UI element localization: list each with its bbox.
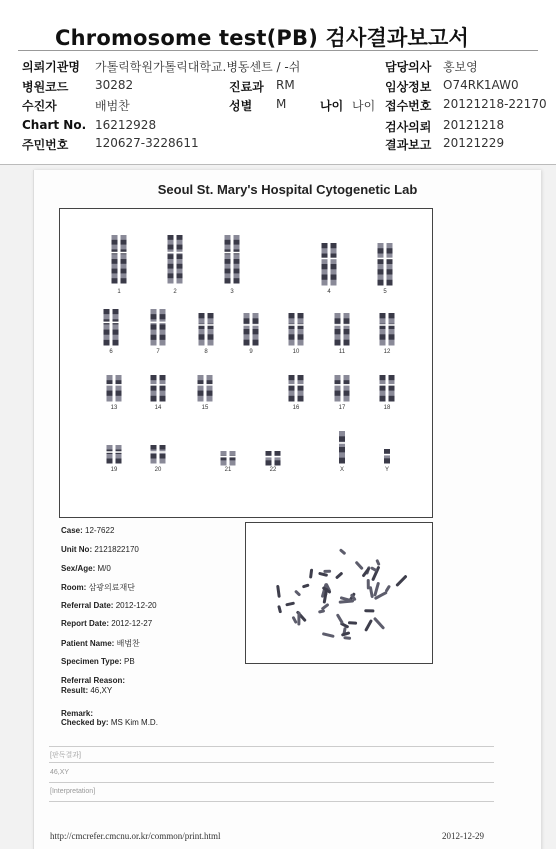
chromosome-number-label: 10	[292, 349, 300, 355]
referral-date-value: 2012-12-20	[115, 601, 157, 610]
resident-no-value: 120627-3228611	[95, 136, 199, 150]
department-label: 진료과	[229, 80, 264, 94]
metaphase-chromosome	[323, 570, 331, 573]
attending-value: 홍보영	[443, 60, 478, 74]
chromosome-pair	[384, 449, 391, 464]
chromosome-pair	[339, 431, 346, 464]
karyotype-panel	[59, 208, 433, 518]
referral-date-line: Referral Date: 2012-12-20	[61, 601, 157, 610]
metaphase-chromosome	[339, 548, 347, 555]
patient-value: 배범찬	[95, 99, 130, 113]
chromosome-number-label: 19	[110, 467, 118, 473]
chromosome-number-label: X	[339, 467, 344, 473]
hospital-code-label: 병원코드	[22, 80, 69, 94]
resident-no-label: 주민번호	[22, 138, 69, 152]
remark-line: Remark:	[61, 709, 94, 718]
chromosome-pair	[167, 235, 183, 284]
metaphase-chromosome	[276, 585, 281, 598]
metaphase-chromosome	[370, 566, 377, 572]
chromosome-number-label: 5	[383, 289, 387, 295]
result-section-value: 46,XY	[50, 769, 70, 776]
chromosome-number-label: 9	[249, 349, 253, 355]
result-report-label: 결과보고	[385, 138, 432, 152]
chromosome-pair	[111, 235, 127, 284]
chromosome-number-label: 13	[110, 405, 118, 411]
metaphase-chromosome	[285, 602, 295, 607]
chromosome-number-label: 1	[117, 289, 121, 295]
chromosome-pair	[106, 445, 122, 464]
chromosome-pair	[243, 313, 259, 346]
metaphase-panel	[245, 522, 433, 664]
footer-url: http://cmcrefer.cmcnu.or.kr/common/print.html	[50, 831, 221, 841]
sexage-line: Sex/Age: M/0	[61, 564, 111, 573]
chart-no-value: 16212928	[95, 118, 157, 132]
metaphase-chromosome	[369, 586, 374, 598]
checked-by-line: Checked by: MS Kim M.D.	[61, 718, 158, 727]
patient-name-value: 배범찬	[116, 639, 140, 648]
metaphase-chromosome	[294, 590, 301, 597]
chromosome-number-label: 17	[338, 405, 346, 411]
chromosome-pair	[379, 375, 395, 402]
result-section-label: [판독결과]	[50, 752, 81, 759]
page-title: Chromosome test(PB) 검사결과보고서	[55, 26, 469, 50]
section-divider	[49, 762, 494, 763]
chromosome-number-label: Y	[384, 467, 389, 473]
interpretation-section-label: [Interpretation]	[50, 788, 96, 795]
metaphase-chromosome	[364, 609, 374, 612]
chromosome-pair	[288, 375, 304, 402]
title-divider	[18, 50, 538, 51]
info-row-5	[0, 136, 556, 154]
metaphase-chromosome	[336, 613, 344, 624]
clinical-info-value: O74RK1AW0	[443, 78, 519, 92]
unit-value: 2121822170	[94, 545, 139, 554]
metaphase-chromosome	[302, 583, 310, 588]
metaphase-chromosome	[348, 621, 357, 625]
case-line: Case: 12-7622	[61, 526, 115, 535]
info-row-4	[0, 118, 556, 136]
chromosome-pair	[106, 375, 122, 402]
section-divider	[49, 782, 494, 783]
chromosome-pair	[224, 235, 240, 284]
chart-no-label: Chart No.	[22, 118, 87, 132]
result-report-value: 20121229	[443, 136, 505, 150]
metaphase-chromosome	[309, 569, 313, 579]
department-value: RM	[276, 78, 295, 92]
referral-reason-line: Referral Reason:	[61, 676, 126, 685]
receipt-no-value: 20121218-22170	[443, 97, 547, 111]
specimen-value: PB	[124, 657, 135, 666]
metaphase-chromosome	[297, 612, 300, 626]
scanned-report-area	[0, 165, 556, 849]
chromosome-number-label: 18	[383, 405, 391, 411]
sexage-value: M/0	[97, 564, 111, 573]
metaphase-chromosome	[321, 603, 330, 611]
test-request-value: 20121218	[443, 118, 505, 132]
room-line: Room: 삼광의료재단	[61, 583, 135, 592]
chromosome-number-label: 20	[154, 467, 162, 473]
age-value: 나이	[352, 99, 376, 113]
chromosome-number-label: 14	[154, 405, 162, 411]
chromosome-number-label: 11	[338, 349, 346, 355]
receipt-no-label: 접수번호	[385, 99, 432, 113]
report-header	[0, 0, 556, 165]
patient-label: 수진자	[22, 99, 57, 113]
section-divider	[49, 801, 494, 802]
report-date-value: 2012-12-27	[111, 619, 153, 628]
metaphase-chromosome	[395, 575, 407, 588]
unit-line: Unit No: 2121822170	[61, 545, 139, 554]
chromosome-pair	[198, 313, 214, 346]
case-value: 12-7622	[85, 526, 115, 535]
metaphase-chromosome	[296, 610, 307, 622]
chromosome-pair	[103, 309, 119, 346]
attending-label: 담당의사	[385, 60, 432, 74]
chromosome-number-label: 12	[383, 349, 391, 355]
result-value: 46,XY	[90, 686, 113, 695]
chromosome-number-label: 4	[327, 289, 331, 295]
room-value: 삼광의료재단	[88, 583, 135, 592]
test-request-label: 검사의뢰	[385, 120, 432, 134]
metaphase-chromosome	[364, 619, 373, 632]
chromosome-pair	[334, 313, 350, 346]
chromosome-pair	[288, 313, 304, 346]
chromosome-pair	[150, 445, 166, 464]
specimen-line: Specimen Type: PB	[61, 657, 135, 666]
metaphase-chromosome	[318, 609, 325, 613]
requesting-org-value: 가톨릭학원가톨릭대학교.병동센트 / -쉬	[95, 60, 301, 74]
chromosome-pair	[377, 243, 393, 286]
metaphase-chromosome	[375, 559, 380, 566]
clinical-info-label: 임상정보	[385, 80, 432, 94]
chromosome-pair	[379, 313, 395, 346]
chromosome-number-label: 21	[224, 467, 232, 473]
patient-name-line: Patient Name: 배범찬	[61, 639, 140, 648]
metaphase-chromosome	[373, 582, 380, 597]
chromosome-number-label: 6	[109, 349, 113, 355]
chromosome-pair	[220, 451, 236, 466]
chromosome-number-label: 3	[230, 289, 234, 295]
metaphase-chromosome	[385, 585, 392, 593]
info-row-3	[0, 97, 556, 115]
chromosome-number-label: 15	[201, 405, 209, 411]
chromosome-pair	[334, 375, 350, 402]
chromosome-number-label: 22	[269, 467, 277, 473]
metaphase-chromosome	[322, 632, 335, 638]
metaphase-chromosome	[335, 571, 343, 579]
metaphase-chromosome	[373, 617, 385, 630]
footer-date: 2012-12-29	[442, 831, 484, 841]
metaphase-chromosome	[291, 616, 297, 624]
hospital-code-value: 30282	[95, 78, 134, 92]
lab-title: Seoul St. Mary's Hospital Cytogenetic Lab	[157, 182, 418, 197]
chromosome-pair	[150, 375, 166, 402]
chromosome-number-label: 7	[156, 349, 160, 355]
scanned-report-paper	[33, 170, 541, 849]
info-row-2	[0, 78, 556, 96]
chromosome-number-label: 2	[173, 289, 177, 295]
result-line: Result: 46,XY	[61, 686, 113, 695]
chromosome-pair	[265, 451, 281, 466]
sex-label: 성별	[229, 99, 253, 113]
age-label: 나이	[320, 99, 344, 113]
info-row-1	[0, 58, 556, 76]
sex-value: M	[276, 97, 287, 111]
chromosome-number-label: 8	[204, 349, 208, 355]
chromosome-number-label: 16	[292, 405, 300, 411]
chromosome-pair	[150, 309, 166, 346]
metaphase-chromosome	[277, 605, 282, 613]
metaphase-chromosome	[355, 561, 364, 571]
metaphase-spread-image	[246, 523, 434, 665]
chromosome-pair	[197, 375, 213, 402]
report-date-line: Report Date: 2012-12-27	[61, 619, 153, 628]
chromosome-pair	[321, 243, 337, 286]
metaphase-chromosome	[343, 636, 351, 640]
checked-by-value: MS Kim M.D.	[110, 718, 158, 727]
requesting-org-label: 의뢰기관명	[22, 60, 80, 74]
section-divider	[49, 746, 494, 747]
